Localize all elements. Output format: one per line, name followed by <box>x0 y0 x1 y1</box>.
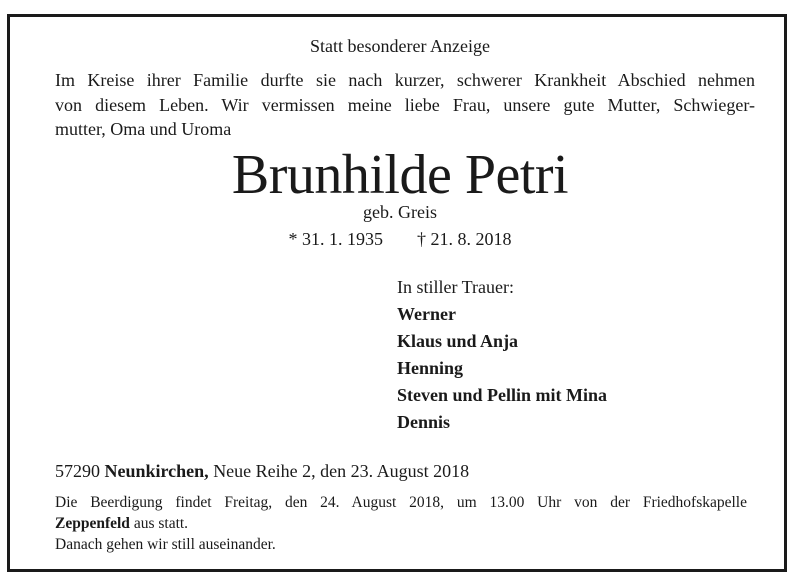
notice-heading: Statt besonderer Anzeige <box>310 36 490 56</box>
deceased-name: Brunhilde Petri <box>231 144 569 206</box>
mourner-name: Werner <box>397 304 456 324</box>
mourner-name: Dennis <box>397 412 451 432</box>
postal-code: 57290 <box>55 461 100 481</box>
address-date: Neue Reihe 2, den 23. August 2018 <box>213 461 470 481</box>
intro-text <box>55 68 755 142</box>
mourner-name: Steven und Pellin mit Mina <box>397 385 608 405</box>
closing-line: Danach gehen wir still auseinander. <box>55 536 276 553</box>
death-date: † 21. 8. 2018 <box>417 229 512 249</box>
funeral-line-1: Die Beerdigung findet Freitag, den 24. August 2018, um 13.00 Uhr von der Friedhofskapelle <box>55 494 747 511</box>
mourners-block <box>397 274 607 436</box>
intro-line-3: mutter, Oma und Uroma <box>55 119 232 139</box>
funeral-line-2 <box>55 513 747 534</box>
maiden-name: geb. Greis <box>363 202 437 222</box>
funeral-line-2-rest: aus statt. <box>129 515 189 532</box>
funeral-info <box>55 492 747 555</box>
birth-date: * 31. 1. 1935 <box>288 229 383 249</box>
mourner-name: Henning <box>397 358 464 378</box>
intro-line-1: Im Kreise ihrer Familie durfte sie nach kurzer, schwerer Krankheit Abschied nehmen <box>55 70 755 90</box>
intro-line-2: von diesem Leben. Wir vermissen meine liebe Frau, unsere gute Mutter, Schwieger- <box>55 94 755 115</box>
city-name: Neunkirchen, <box>104 461 209 481</box>
funeral-place: Zeppenfeld <box>55 515 130 532</box>
place-and-date <box>55 461 469 482</box>
mourner-name: Klaus und Anja <box>397 331 519 351</box>
mourning-label: In stiller Trauer: <box>397 277 514 297</box>
life-dates <box>0 229 800 250</box>
